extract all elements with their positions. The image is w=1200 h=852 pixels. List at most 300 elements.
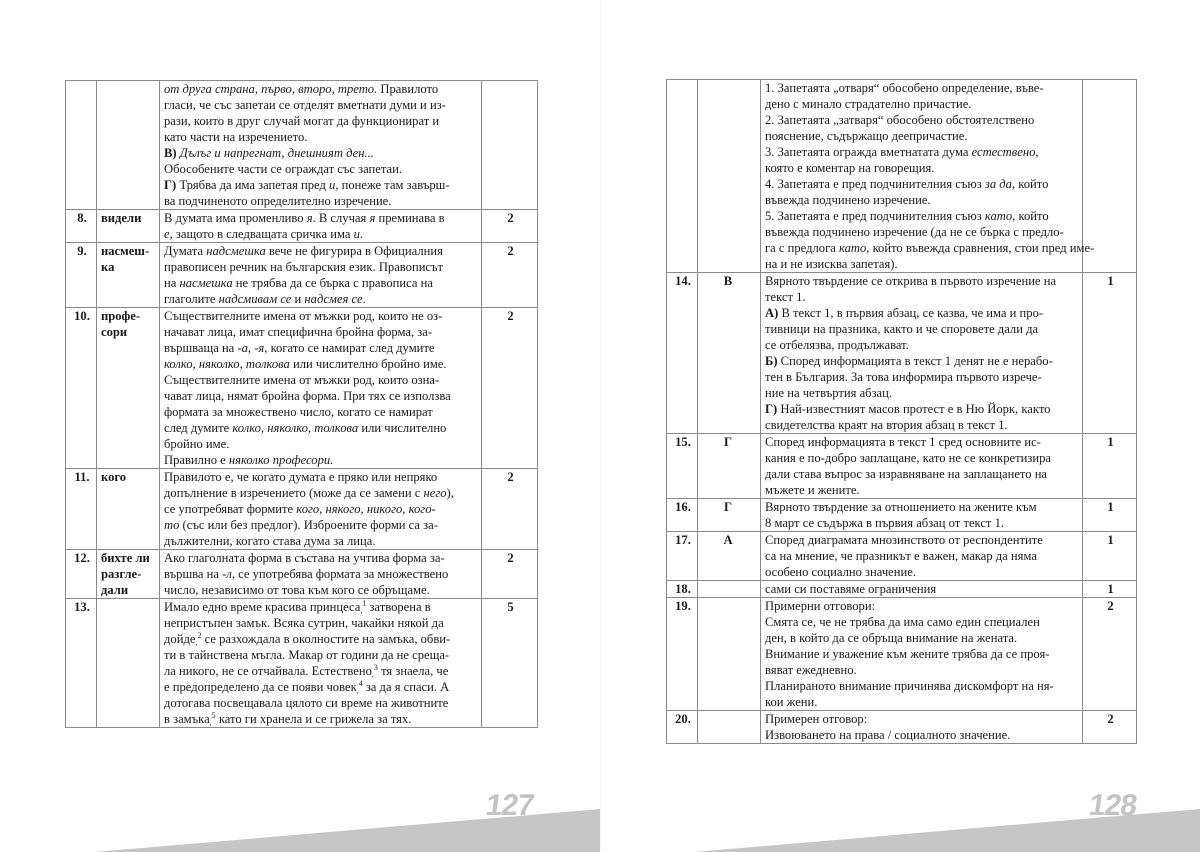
answer-cell (698, 581, 761, 598)
answer-cell (698, 532, 761, 581)
explanation-line (164, 550, 479, 566)
explanation-cell (160, 469, 482, 550)
text-run: га с предлога (765, 241, 839, 255)
text-run: за да я спаси. А (362, 680, 450, 694)
text-run: дено с минало страдателно причастие. (765, 97, 972, 111)
answer-row (667, 80, 1137, 273)
footnote-marker: 2 (197, 631, 202, 640)
answer-cell (698, 273, 761, 434)
text-run: е предопределено да се появи човек (164, 680, 357, 694)
explanation-cell (160, 243, 482, 308)
text-run: се разхождала в околностите на замъка, обви- (201, 632, 451, 646)
explanation-line (765, 727, 1080, 743)
points-cell: 2 (482, 243, 538, 308)
text-run: особено социално значение. (765, 565, 916, 579)
text-run: кания е по-добро заплащане, като не се конкретизира (765, 451, 1051, 465)
text-run: след думите (164, 421, 233, 435)
points-cell: 2 (482, 550, 538, 599)
page-gutter (600, 0, 602, 852)
text-run: се отбелязва, продължават. (765, 338, 909, 352)
explanation-line (164, 177, 479, 193)
explanation-line (164, 615, 479, 631)
text-run: като части на изречението. (164, 130, 308, 144)
text-run: колко, няколко, толкова (164, 357, 290, 371)
text-run: то (164, 518, 180, 532)
question-number (66, 81, 97, 210)
text-run: , (1035, 145, 1039, 159)
text-run: рази, които в друг случай могат да функционират и (164, 114, 440, 128)
text-run: като ги хранела и се грижела за тях. (215, 712, 412, 726)
explanation-cell (160, 210, 482, 243)
text-run: дойде (164, 632, 196, 646)
explanation-cell (761, 434, 1083, 499)
text-run: и, (329, 178, 339, 192)
text-run: непристъпен замък. Всяка сутрин, чакайки някой да (164, 616, 444, 630)
footnote-marker: 4 (358, 679, 363, 688)
answer-cell (698, 598, 761, 711)
text-run: В текст 1, в първия абзац, се казва, че има и про- (778, 306, 1044, 320)
text-run: тивници на празника, както и че споровете дали да (765, 322, 1039, 336)
text-run: . (359, 227, 364, 241)
text-run: допълнение в изречението (може да се замени с (164, 486, 424, 500)
text-run: затворена в (366, 600, 431, 614)
explanation-line (765, 630, 1080, 646)
answer-row (667, 598, 1137, 711)
text-run: дали става въпрос за изравняване на заплащането на (765, 467, 1048, 481)
text-run: преминава в (375, 211, 445, 225)
points-cell: 2 (1083, 711, 1137, 744)
text-run: надсмея се (304, 292, 363, 306)
text-run: ние на четвъртия абзац. (765, 386, 893, 400)
explanation-line (164, 631, 479, 647)
answer-text: профе- (101, 309, 141, 323)
answer-text: Г (723, 435, 732, 449)
text-run: или числително (358, 421, 447, 435)
explanation-line (765, 337, 1080, 353)
text-run: Съществителните имена от мъжки род, които озна- (164, 373, 440, 387)
explanation-line (765, 614, 1080, 630)
text-run: от друга страна, първо, второ, трето. (164, 82, 378, 96)
text-run: кого, някого, никого, кого- (296, 502, 436, 516)
text-run: надсмивам се (218, 292, 292, 306)
explanation-cell (761, 499, 1083, 532)
answer-text: бихте ли (101, 551, 150, 565)
text-run: за да (984, 177, 1012, 191)
explanation-line (765, 694, 1080, 710)
text-run: я (369, 211, 376, 225)
text-run: на и не изисква запетая). (765, 257, 898, 271)
explanation-line (765, 112, 1080, 128)
explanation-line (765, 289, 1080, 305)
answer-text: кого (101, 470, 127, 484)
text-run: А) (765, 306, 779, 320)
text-run: като (839, 241, 867, 255)
comma-marker: , (195, 638, 198, 647)
answer-row (66, 210, 538, 243)
text-run: Според информацията в текст 1 денят не е нерабо- (777, 354, 1053, 368)
text-run: Примерен отговор: (765, 712, 868, 726)
answer-text: сори (101, 325, 128, 339)
explanation-line (765, 273, 1080, 289)
text-run: колко, няколко, толкова (232, 421, 359, 435)
explanation-line (164, 679, 479, 695)
explanation-line (164, 695, 479, 711)
explanation-line (164, 193, 479, 209)
text-run: тен в България. За това информира първото изрече- (765, 370, 1042, 384)
points-cell (482, 81, 538, 210)
points-cell: 2 (1083, 598, 1137, 711)
text-run: сами си поставяме ограничения (765, 582, 937, 596)
explanation-line (765, 385, 1080, 401)
explanation-line (164, 161, 479, 177)
explanation-line (765, 532, 1080, 548)
explanation-line (765, 581, 1080, 597)
explanation-line (765, 482, 1080, 498)
points-cell: 1 (1083, 499, 1137, 532)
question-number: 14. (667, 273, 698, 434)
explanation-line (765, 224, 1080, 240)
text-run: се употребява формата за множествено (234, 567, 449, 581)
explanation-line (164, 599, 479, 615)
explanation-line (164, 145, 479, 161)
explanation-line (765, 128, 1080, 144)
explanation-line (164, 308, 479, 324)
answer-cell (698, 80, 761, 273)
answer-cell (698, 434, 761, 499)
question-number: 10. (66, 308, 97, 469)
answer-text: ка (101, 260, 115, 274)
explanation-line (765, 369, 1080, 385)
explanation-line (765, 176, 1080, 192)
explanation-line (164, 452, 479, 468)
explanation-cell (160, 308, 482, 469)
text-run: чават лица, нямат бройна форма. При тях се използва (164, 389, 451, 403)
explanation-line (765, 466, 1080, 482)
text-run: него (423, 486, 447, 500)
answer-row (66, 308, 538, 469)
explanation-line (164, 388, 479, 404)
points-cell: 1 (1083, 273, 1137, 434)
text-run: и (353, 227, 360, 241)
answer-cell (698, 711, 761, 744)
points-cell: 2 (482, 210, 538, 243)
explanation-line (164, 226, 479, 242)
answer-text: насмеш- (101, 244, 150, 258)
text-run: Г) (164, 178, 177, 192)
answer-key-table-left (65, 80, 538, 728)
page-128 (600, 0, 1200, 852)
explanation-line (164, 372, 479, 388)
explanation-line (164, 275, 479, 291)
page-number: 128 (1086, 789, 1139, 822)
explanation-line (164, 469, 479, 485)
explanation-line (765, 208, 1080, 224)
text-run: Вярното твърдение за отношението на жените към (765, 500, 1037, 514)
text-run: -а, -я (237, 341, 265, 355)
text-run: В думата има променливо (164, 211, 307, 225)
explanation-cell (761, 273, 1083, 434)
explanation-line (765, 160, 1080, 176)
points-cell: 1 (1083, 581, 1137, 598)
explanation-line (164, 663, 479, 679)
explanation-cell (160, 550, 482, 599)
text-run: Примерни отговори: (765, 599, 876, 613)
text-run: Правилно е (164, 453, 229, 467)
explanation-line (765, 711, 1080, 727)
explanation-line (164, 647, 479, 663)
explanation-line (164, 582, 479, 598)
question-number: 17. (667, 532, 698, 581)
answer-row (66, 243, 538, 308)
explanation-line (765, 240, 1095, 256)
question-number: 13. (66, 599, 97, 728)
answer-row (667, 581, 1137, 598)
points-cell: 5 (482, 599, 538, 728)
text-run: понеже там завърш- (338, 178, 450, 192)
answer-row (667, 711, 1137, 744)
explanation-line (164, 291, 479, 307)
answer-cell (97, 210, 160, 243)
text-run: , когато се намират след думите (264, 341, 435, 355)
text-run: я (306, 211, 313, 225)
explanation-line (164, 97, 479, 113)
points-cell: 1 (1083, 434, 1137, 499)
explanation-line (164, 243, 479, 259)
explanation-cell (160, 81, 482, 210)
text-run: , защото в следващата сричка има (169, 227, 354, 241)
text-run: бройно име. (164, 437, 230, 451)
points-cell: 2 (482, 469, 538, 550)
text-run: кои жени. (765, 695, 818, 709)
text-run: надсмешка (206, 244, 266, 258)
answer-text: А (723, 533, 733, 547)
answer-row (66, 469, 538, 550)
explanation-line (765, 353, 1080, 369)
text-run: 4. Запетаята е пред подчинителния съюз (765, 177, 985, 191)
text-run: гласи, че със запетаи се отделят вметнати думи и из- (164, 98, 446, 112)
text-run: начават лица, имат специфична бройна форма, за- (164, 325, 433, 339)
explanation-line (164, 259, 479, 275)
answer-cell (97, 308, 160, 469)
explanation-line (765, 80, 1080, 96)
explanation-line (164, 501, 479, 517)
answer-text: Г (723, 500, 732, 514)
text-run: . В случая (312, 211, 370, 225)
explanation-line (164, 129, 479, 145)
question-number: 20. (667, 711, 698, 744)
text-run: Извоюването на права / социалното значение. (765, 728, 1011, 742)
text-run: насмешка (179, 276, 233, 290)
points-cell: 2 (482, 308, 538, 469)
explanation-line (765, 401, 1080, 417)
text-run: Г) (765, 402, 778, 416)
footnote-marker: 5 (211, 711, 216, 720)
explanation-line (765, 515, 1080, 531)
text-run: няколко професори. (228, 453, 334, 467)
explanation-line (765, 499, 1080, 515)
text-run: мъжете и жените. (765, 483, 860, 497)
text-run: 8 март се съдържа в първия абзац от текст 1. (765, 516, 1005, 530)
explanation-line (164, 533, 479, 549)
question-number: 18. (667, 581, 698, 598)
text-run: Планираното внимание причинява дискомфорт на ня- (765, 679, 1054, 693)
page-number: 127 (483, 789, 536, 822)
answer-cell (97, 550, 160, 599)
answer-text: видели (101, 211, 142, 225)
explanation-line (765, 434, 1080, 450)
text-run: Според диаграмата мнозинството от респондентите (765, 533, 1043, 547)
text-run: В) (164, 146, 177, 160)
question-number: 19. (667, 598, 698, 711)
question-number: 8. (66, 210, 97, 243)
explanation-line (765, 564, 1080, 580)
text-run: 1. Запетаята „отваря“ обособено определение, въве- (765, 81, 1044, 95)
explanation-line (164, 404, 479, 420)
text-run: . (362, 292, 366, 306)
text-run: Внимание и уважение към жените трябва да се проя- (765, 647, 1050, 661)
explanation-line (765, 144, 1080, 160)
text-run: дотогава посвещавала цялото си време на животните (164, 696, 449, 710)
comma-marker: , (356, 686, 359, 695)
explanation-line (765, 305, 1080, 321)
text-run: ва подчиненото определително изречение. (164, 194, 392, 208)
comma-marker: , (371, 670, 374, 679)
text-run: или числително бройно име. (289, 357, 447, 371)
answer-text: дали (101, 583, 129, 597)
explanation-line (765, 450, 1080, 466)
explanation-line (164, 436, 479, 452)
text-run: глаголите (164, 292, 219, 306)
text-run: Правилото (377, 82, 439, 96)
explanation-line (765, 678, 1080, 694)
text-run: не трябва да се бърка с правописа на (232, 276, 433, 290)
explanation-line (164, 340, 479, 356)
question-number: 11. (66, 469, 97, 550)
text-run: Правилото е, че когато думата е пряко или непряко (164, 470, 438, 484)
text-run: вършва на (164, 567, 223, 581)
explanation-line (164, 517, 479, 533)
text-run: Вярното твърдение се открива в първото изречение на (765, 274, 1057, 288)
question-number: 12. (66, 550, 97, 599)
text-run: вяват ежедневно. (765, 663, 857, 677)
answer-cell (97, 469, 160, 550)
explanation-line (765, 321, 1080, 337)
question-number: 15. (667, 434, 698, 499)
answer-row (66, 81, 538, 210)
question-number (667, 80, 698, 273)
explanation-line (765, 598, 1080, 614)
text-run: като (984, 209, 1013, 223)
explanation-cell (761, 581, 1083, 598)
explanation-cell (160, 599, 482, 728)
question-number: 9. (66, 243, 97, 308)
footnote-marker: 1 (362, 599, 367, 608)
text-run: са на мнение, че празникът е важен, макар да няма (765, 549, 1037, 563)
text-run: правописен речник на българския език. Правописът (164, 260, 444, 274)
explanation-line (164, 566, 479, 582)
text-run: свидетелства краят на втория абзац в текст 1. (765, 418, 1008, 432)
text-run: Смята се, че не трябва да има само един специален (765, 615, 1040, 629)
explanation-line (164, 324, 479, 340)
text-run: в замъка (164, 712, 210, 726)
text-run: тя знаела, че (377, 664, 449, 678)
text-run: 2. Запетаята „затваря“ обособено обстоятелствено (765, 113, 1035, 127)
text-run: Трябва да има запетая пред (176, 178, 330, 192)
text-run: и (291, 292, 305, 306)
text-run: -л, (222, 567, 235, 581)
explanation-line (164, 485, 479, 501)
explanation-line (765, 662, 1080, 678)
explanation-line (164, 113, 479, 129)
answer-text: В (723, 274, 733, 288)
text-run: ти в тайнствена мъгла. Макар от години да не срещa- (164, 648, 450, 662)
text-run: Думата (164, 244, 207, 258)
explanation-line (164, 210, 479, 226)
text-run: Ако глаголната форма в състава на учтива форма за- (164, 551, 445, 565)
text-run: е (164, 227, 170, 241)
answer-cell (698, 499, 761, 532)
text-run: въвежда подчинено изречение (да не се бърка с предло- (765, 225, 1064, 239)
text-run: въвежда подчинено изречение. (765, 193, 931, 207)
footnote-marker: 3 (373, 663, 378, 672)
comma-marker: , (360, 606, 363, 615)
text-run: , който (1012, 209, 1049, 223)
text-run: която е коментар на говорещия. (765, 161, 935, 175)
answer-cell (97, 81, 160, 210)
answer-row (667, 499, 1137, 532)
text-run: се употребяват формите (164, 502, 297, 516)
answer-row (66, 550, 538, 599)
explanation-line (164, 356, 479, 372)
text-run: вече не фигурира в Официалния (265, 244, 443, 258)
answer-cell (97, 599, 160, 728)
text-run: Най-известният масов протест е в Ню Йорк, както (777, 402, 1051, 416)
points-cell: 1 (1083, 532, 1137, 581)
text-run: (със или без предлог). Изброените форми са за- (179, 518, 438, 532)
explanation-cell (761, 598, 1083, 711)
explanation-cell (761, 532, 1083, 581)
answer-key-table-right (666, 79, 1137, 744)
answer-cell (97, 243, 160, 308)
text-run: Дълъг и напрегнат, днешният ден... (176, 146, 374, 160)
text-run: , който въвежда сравнения, стои пред име- (866, 241, 1095, 255)
text-run: число, независимо от това към кого се обръщаме. (164, 583, 430, 597)
text-run: Според информацията в текст 1 сред основните ис- (765, 435, 1041, 449)
explanation-line (765, 192, 1080, 208)
text-run: Съществителните имена от мъжки род, които не оз- (164, 309, 443, 323)
text-run: дължителни, когато става дума за лица. (164, 534, 376, 548)
text-run: пояснение, съдържащо деепричастие. (765, 129, 968, 143)
answer-row (667, 273, 1137, 434)
answer-row (667, 434, 1137, 499)
answer-text: разгле- (101, 567, 142, 581)
explanation-line (765, 646, 1080, 662)
text-run: ден, в който да се обръща внимание на жената. (765, 631, 1018, 645)
text-run: вършваща на (164, 341, 238, 355)
text-run: текст 1. (765, 290, 806, 304)
answer-row (667, 532, 1137, 581)
explanation-cell (761, 80, 1095, 273)
explanation-line (164, 81, 479, 97)
text-run: 5. Запетаята е пред подчинителния съюз (765, 209, 985, 223)
text-run: Имало едно време красива принцеса (164, 600, 361, 614)
text-run: ла никого, не се отчайвала. Естествено (164, 664, 372, 678)
explanation-line (765, 548, 1080, 564)
answer-row (66, 599, 538, 728)
explanation-line (765, 417, 1080, 433)
text-run: Обособените части се ограждат със запетаи. (164, 162, 403, 176)
explanation-line (164, 420, 479, 436)
